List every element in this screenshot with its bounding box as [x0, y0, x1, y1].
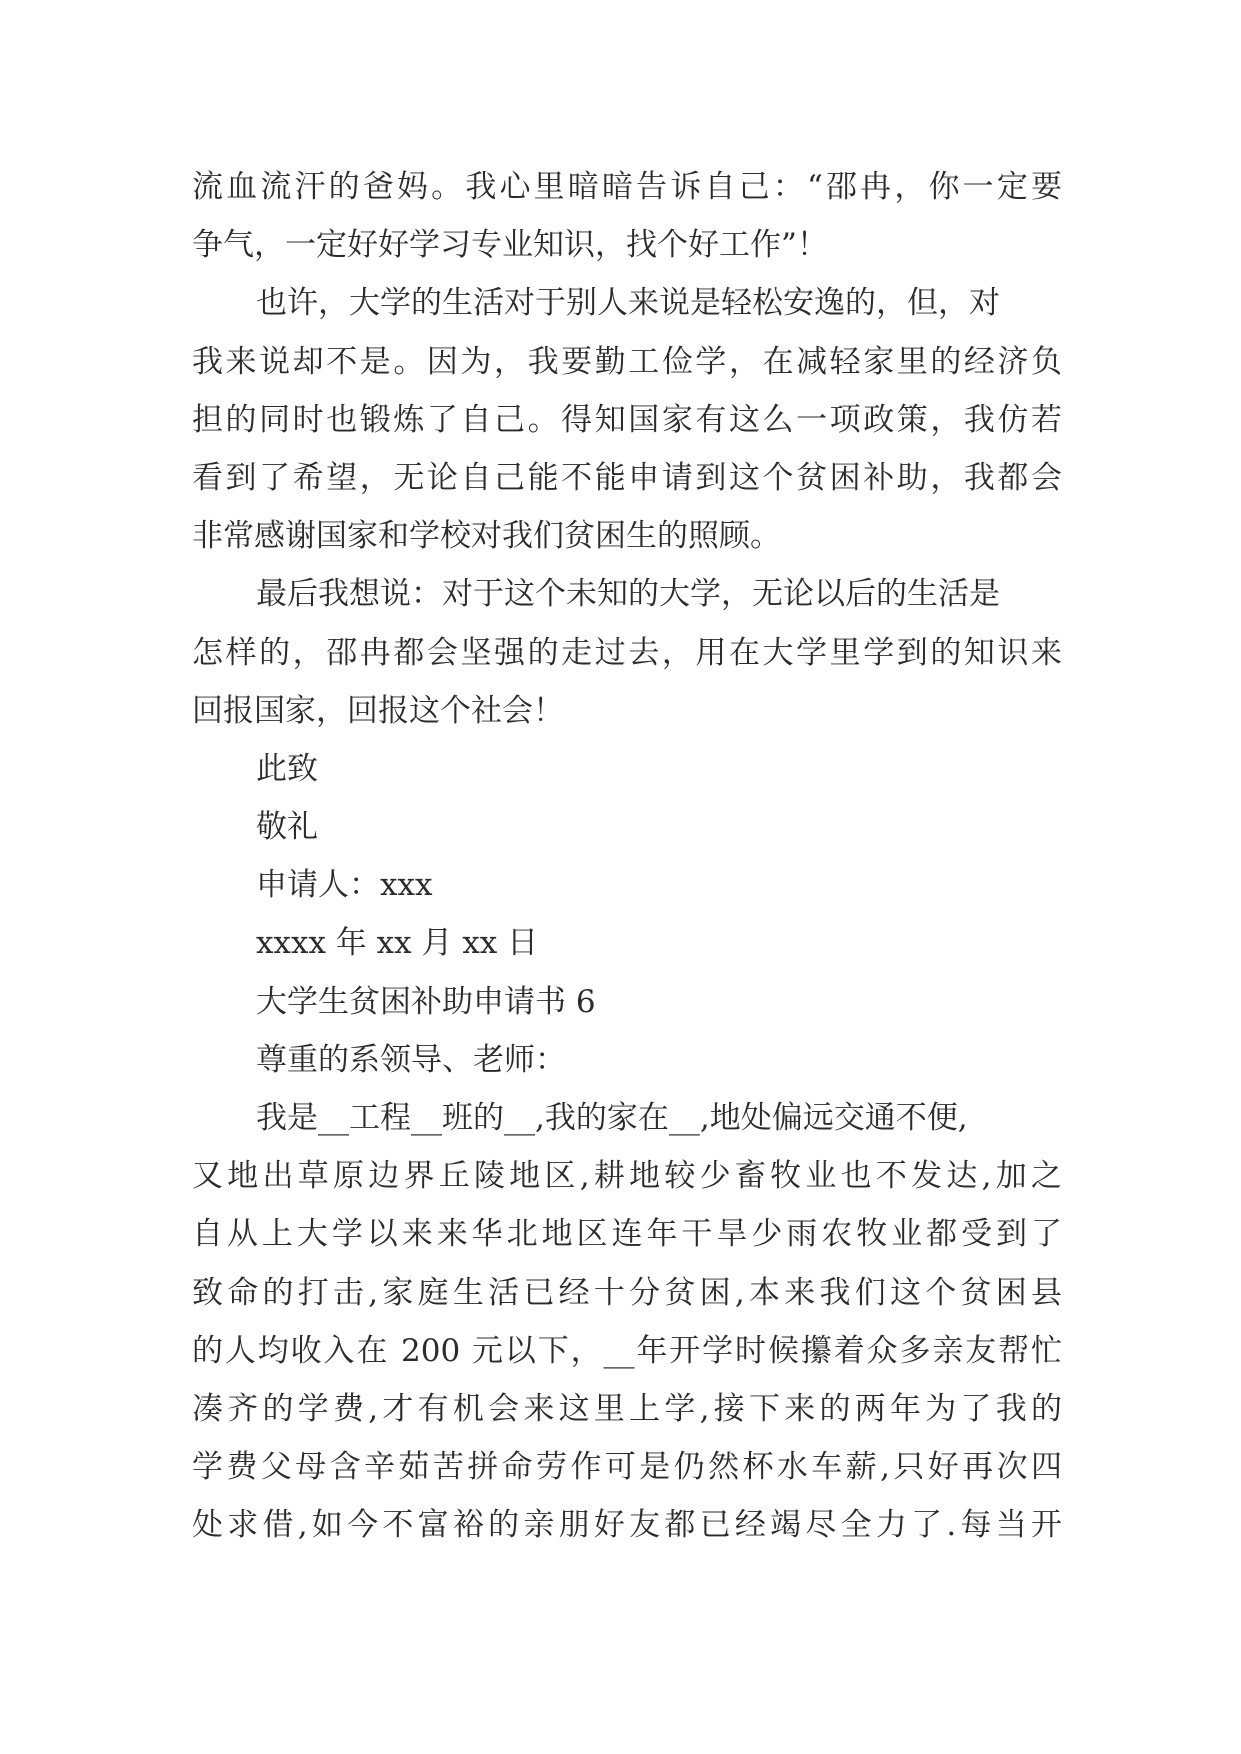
- text-line: 处求借,如今不富裕的亲朋好友都已经竭尽全力了.每当开: [192, 1507, 1062, 1544]
- closing-regards: 敬礼: [256, 809, 318, 846]
- letter-date: xxxx 年 xx 月 xx 日: [256, 925, 539, 962]
- paragraph-start-line: 也许，大学的生活对于别人来说是轻松安逸的，但，对: [256, 285, 1000, 322]
- text-line: 回报国家，回报这个社会！: [192, 692, 564, 729]
- text-line: 又地出草原边界丘陵地区,耕地较少畜牧业也不发达,加之: [192, 1158, 1062, 1195]
- text-line: 我来说却不是。因为，我要勤工俭学，在减轻家里的经济负: [192, 343, 1062, 380]
- greeting: 尊重的系领导、老师：: [256, 1041, 566, 1078]
- text-line: 非常感谢国家和学校对我们贫困生的照顾。: [192, 518, 781, 555]
- text-line: 学费父母含辛茹苦拼命劳作可是仍然杯水车薪,只好再次四: [192, 1449, 1062, 1486]
- text-line: 看到了希望，无论自己能不能申请到这个贫困补助，我都会: [192, 459, 1062, 496]
- text-line: 争气，一定好好学习专业知识，找个好工作”！: [192, 227, 828, 264]
- text-line: 致命的打击,家庭生活已经十分贫困,本来我们这个贫困县: [192, 1274, 1062, 1311]
- text-line: 怎样的，邵冉都会坚强的走过去，用在大学里学到的知识来: [192, 634, 1062, 671]
- text-line: 担的同时也锻炼了自己。得知国家有这么一项政策，我仿若: [192, 401, 1062, 438]
- applicant-signature: 申请人：xxx: [256, 867, 433, 904]
- closing-salutation: 此致: [256, 750, 318, 787]
- section-title: 大学生贫困补助申请书 6: [256, 983, 596, 1020]
- text-line: 的人均收入在 200 元以下，__年开学时候攥着众多亲友帮忙: [192, 1332, 1062, 1369]
- text-line: 自从上大学以来来华北地区连年干旱少雨农牧业都受到了: [192, 1216, 1062, 1253]
- paragraph-start-line: 我是__工程__班的__,我的家在__,地处偏远交通不便,: [256, 1100, 968, 1136]
- paragraph-start-line: 最后我想说：对于这个未知的大学，无论以后的生活是: [256, 576, 1000, 613]
- text-line: 凑齐的学费,才有机会来这里上学,接下来的两年为了我的: [192, 1390, 1062, 1427]
- text-line: 流血流汗的爸妈。我心里暗暗告诉自己：“邵冉，你一定要: [192, 169, 1062, 205]
- letter-body: [192, 158, 1062, 1555]
